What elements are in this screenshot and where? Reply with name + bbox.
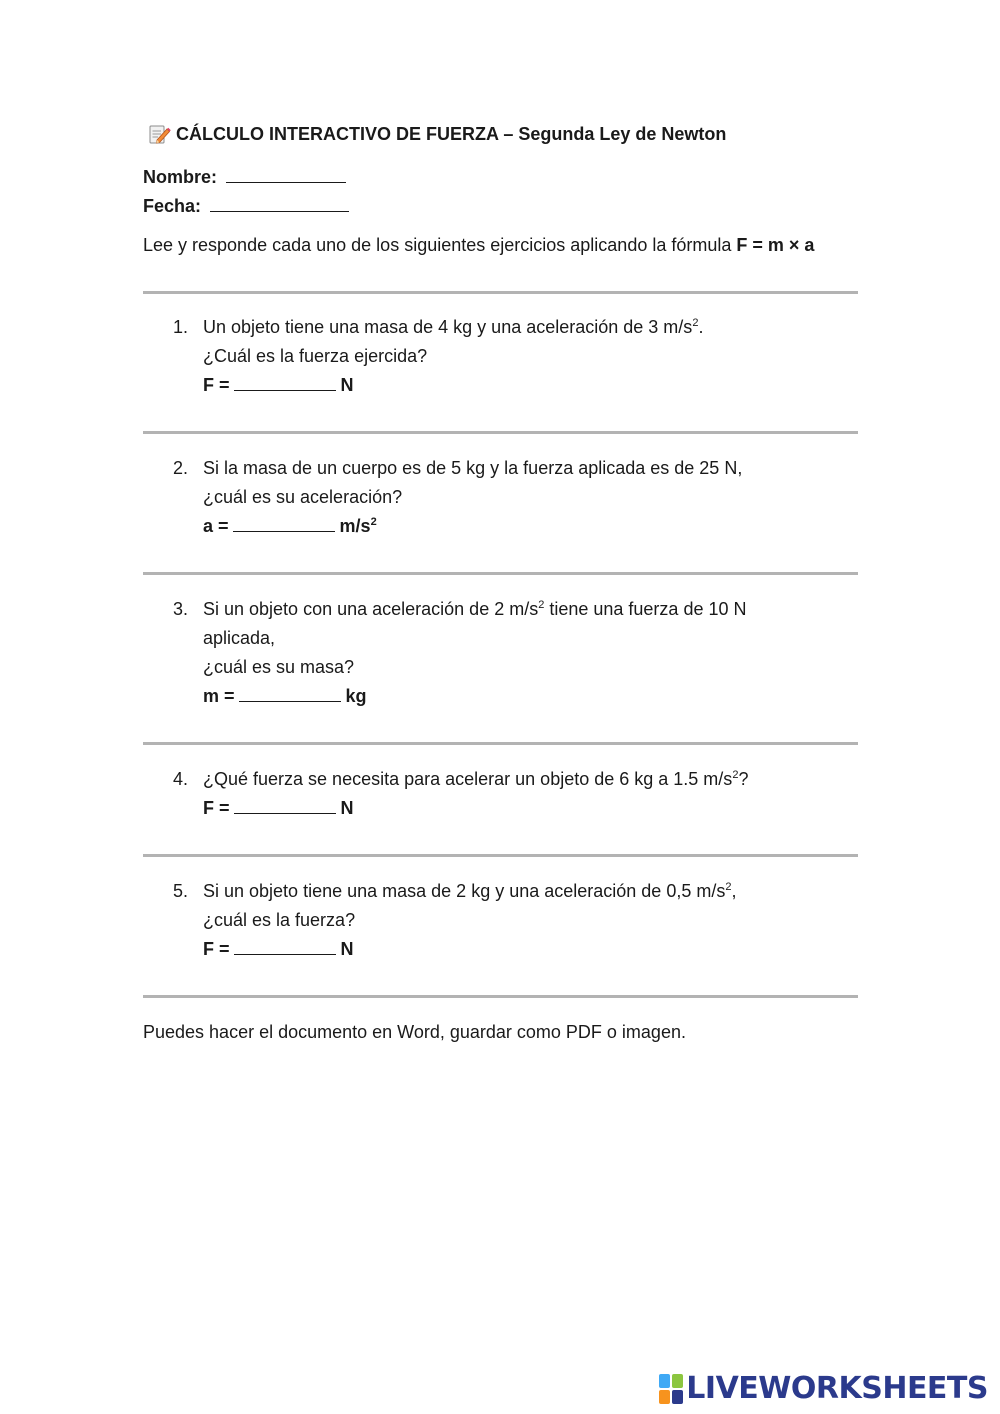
date-input-blank[interactable] — [210, 195, 349, 212]
date-field-row — [143, 192, 858, 221]
answer-unit: N — [340, 939, 354, 959]
answer-input-blank[interactable] — [234, 376, 336, 391]
question-number: 3. — [173, 599, 189, 619]
answer-row — [203, 512, 858, 541]
answer-unit: kg — [345, 686, 367, 706]
question-5 — [143, 877, 858, 964]
title-text: CÁLCULO INTERACTIVO DE FUERZA – Segunda Ley de Newton — [176, 123, 727, 144]
answer-input-blank[interactable] — [239, 687, 341, 702]
name-label: Nombre: — [143, 167, 218, 187]
answer-row — [203, 371, 858, 400]
logo-mark-icon — [659, 1374, 683, 1404]
question-prompt: ¿cuál es su aceleración? — [203, 487, 403, 507]
answer-row — [203, 935, 858, 964]
question-prompt: ¿Cuál es la fuerza ejercida? — [203, 346, 428, 366]
question-text: Si un objeto con una aceleración de 2 $m/s^2$ tiene una fuerza de 10 N — [203, 599, 747, 619]
worksheet — [143, 118, 858, 1047]
question-3 — [143, 595, 858, 711]
instructions-text: Lee y responde cada uno de los siguientes ejercicios aplicando la fórmula — [143, 235, 737, 255]
answer-label: a = — [203, 516, 229, 536]
question-number: 4. — [173, 769, 189, 789]
question-number: 5. — [173, 881, 189, 901]
question-prompt: ¿cuál es la fuerza? — [203, 910, 356, 930]
page-title — [147, 118, 858, 150]
logo-text: LIVEWORKSHEETS — [686, 1371, 988, 1406]
question-text: Si la masa de un cuerpo es de 5 kg y la fuerza aplicada es de 25 N, — [203, 458, 743, 478]
answer-row — [203, 682, 858, 711]
question-1 — [143, 313, 858, 400]
question-prompt: ¿cuál es su masa? — [203, 657, 355, 677]
liveworksheets-logo — [659, 1371, 988, 1406]
answer-input-blank[interactable] — [233, 517, 335, 532]
footer-note: Puedes hacer el documento en Word, guardar como PDF o imagen. — [143, 1022, 686, 1042]
question-text: ¿Qué fuerza se necesita para acelerar un objeto de 6 kg a 1.5 $m/s^2$? — [203, 769, 749, 789]
question-4 — [143, 765, 858, 823]
answer-label: F = — [203, 798, 230, 818]
question-number: 2. — [173, 458, 189, 478]
question-number: 1. — [173, 317, 189, 337]
question-2 — [143, 454, 858, 541]
instructions — [143, 231, 851, 260]
name-input-blank[interactable] — [226, 166, 346, 183]
answer-input-blank[interactable] — [234, 940, 336, 955]
date-label: Fecha: — [143, 196, 202, 216]
answer-unit: $m/s^2$ — [339, 516, 377, 536]
answer-label: F = — [203, 939, 230, 959]
question-text-continued: aplicada, — [203, 628, 276, 648]
memo-pencil-icon — [147, 122, 171, 146]
answer-label: F = — [203, 375, 230, 395]
answer-unit: N — [340, 375, 354, 395]
answer-row — [203, 794, 858, 823]
name-field-row — [143, 163, 858, 192]
question-text: Si un objeto tiene una masa de 2 kg y una aceleración de 0,5 $m/s^2$, — [203, 881, 737, 901]
answer-input-blank[interactable] — [234, 799, 336, 814]
question-text: Un objeto tiene una masa de 4 kg y una aceleración de 3 $m/s^2$. — [203, 317, 704, 337]
answer-label: m = — [203, 686, 235, 706]
formula: F = m × a — [736, 235, 815, 255]
answer-unit: N — [340, 798, 354, 818]
